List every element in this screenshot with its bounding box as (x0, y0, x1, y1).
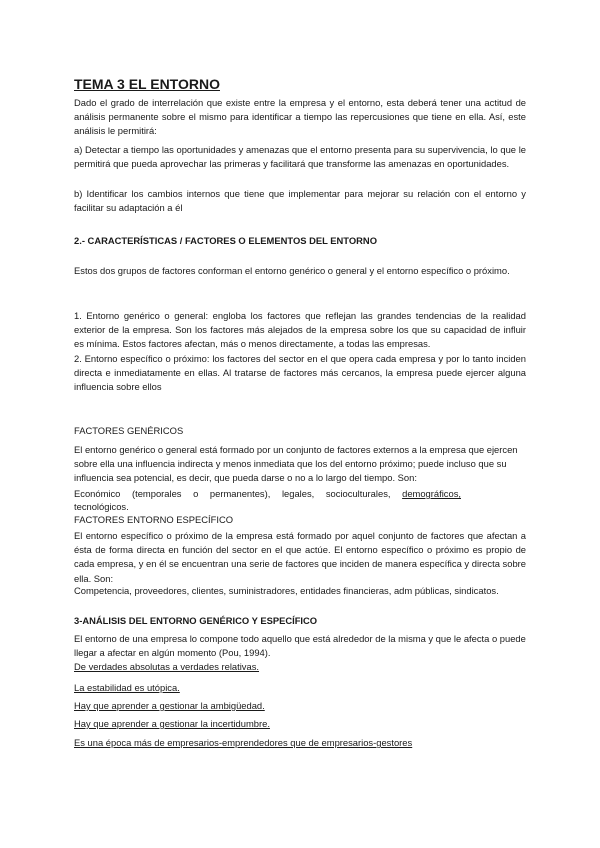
statement-line[interactable]: Hay que aprender a gestionar la incertidumbre. (74, 718, 270, 729)
point-a: a) Detectar a tiempo las oportunidades y amenazas que el entorno presenta para su supervivencia, lo que le permitirá que pueda aprovechar las primeras y facilitará que transforme las amenazas en oportunidades. (74, 144, 526, 170)
specific-list: Competencia, proveedores, clientes, suministradores, entidades financieras, adm públicas, sindicatos. (74, 585, 499, 596)
generic-text: El entorno genérico o general está formado por un conjunto de factores externos a la empresa que ejercen sobre ella una influencia indirecta y menos inmediata que los del entorno próximo; puede incluso que su influencia sea potencial, es decir, que pueda darse o no a lo largo del tiempo. Son: (74, 444, 518, 484)
item-specific: 2. Entorno específico o próximo: los factores del sector en el que opera cada empresa y por lo tanto inciden directa e inmediatamente en ellas. Al tratarse de factores más cercanos, la empresa puede ejercer alguna influencia sobre ellos (74, 353, 526, 393)
intro-paragraph: Dado el grado de interrelación que existe entre la empresa y el entorno, esta deberá tener una actitud de análisis permanente sobre el mismo para identificar a tiempo las repercusiones que tiene en ella. Así, este análisis le permitirá: (74, 97, 526, 137)
page-title: TEMA 3 EL ENTORNO (74, 76, 220, 92)
section3-heading: 3-ANÁLISIS DEL ENTORNO GENÉRICO Y ESPECÍFICO (74, 615, 318, 626)
generic-heading: FACTORES GENÉRICOS (74, 425, 184, 436)
statement-line[interactable]: Hay que aprender a gestionar la ambigüedad. (74, 700, 265, 711)
section2-paragraph: Estos dos grupos de factores conforman el entorno genérico o general y el entorno específico o próximo. (74, 265, 510, 276)
point-b: b) Identificar los cambios internos que tiene que implementar para mejorar su relación con el entorno y facilitar su adaptación a él (74, 188, 526, 214)
specific-heading: FACTORES ENTORNO ESPECÍFICO (74, 514, 234, 525)
generic-list-text: Económico (temporales o permanentes), legales, socioculturales, (74, 488, 391, 499)
generic-list-end: tecnológicos. (74, 501, 129, 512)
statement-line[interactable]: De verdades absolutas a verdades relativas. (74, 661, 260, 672)
specific-text: El entorno específico o próximo de la empresa está formado por aquel conjunto de factores que afectan a ésta de forma directa en función del sector en el que actúe. El entorno específico o próximo es propio de cada empresa, y en él se encuentran una serie de factores que inciden de manera específica y directa sobre ella. Son: (74, 530, 526, 584)
demograficos-link[interactable]: demográficos, (402, 488, 461, 499)
section3-paragraph: El entorno de una empresa lo compone todo aquello que está alrededor de la misma y que le afecta o puede llegar a afectar en algún momento (Pou, 1994). (74, 633, 526, 659)
section2-heading: 2.- CARACTERÍSTICAS / FACTORES O ELEMENTOS DEL ENTORNO (74, 235, 377, 246)
statement-line[interactable]: Es una época más de empresarios-emprendedores que de empresarios-gestores (74, 737, 413, 748)
item-generic: 1. Entorno genérico o general: engloba los factores que reflejan las grandes tendencias de la realidad exterior de la empresa. Son los factores más alejados de la empresa sobre los que su capacidad de influir es mínima. Estos factores afectan, más o menos directamente, a todas las empresas. (74, 310, 526, 350)
statement-line[interactable]: La estabilidad es utópica. (74, 682, 180, 693)
